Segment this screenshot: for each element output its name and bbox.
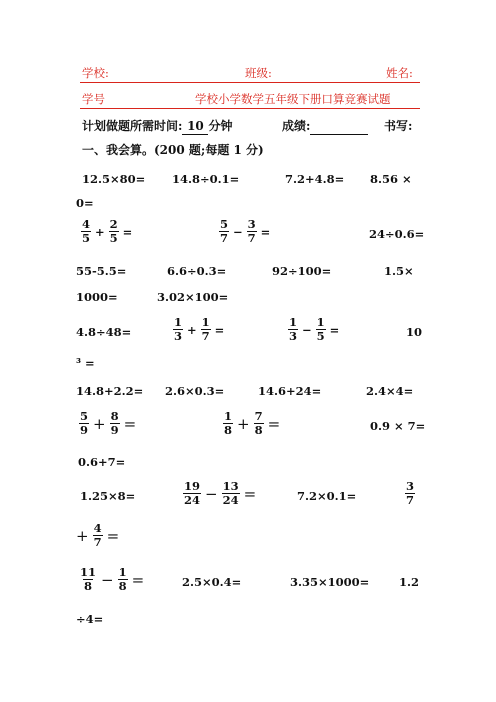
- fraction: $\frac{1}{8}$: [224, 409, 233, 437]
- fraction: $\frac{11}{8}$: [80, 565, 97, 593]
- fraction: $\frac{4}{5}$: [82, 217, 91, 245]
- fraction: $\frac{1}{5}$: [316, 315, 325, 343]
- problem-continuation: ³ =: [76, 356, 95, 370]
- problem: 0.6+7=: [78, 455, 126, 469]
- time-value: 10: [182, 118, 208, 135]
- problem: 6.6÷0.3=: [167, 264, 227, 278]
- fraction: $\frac{1}{3}$: [289, 315, 298, 343]
- problem-continuation: 1000=: [76, 290, 118, 304]
- fraction-problem: $\frac{19}{24}$ − $\frac{13}{24}$ =: [184, 479, 257, 507]
- problem: 55-5.5=: [76, 264, 127, 278]
- fraction-problem: $\frac{11}{8}$ − $\frac{1}{8}$ =: [80, 565, 145, 593]
- problem: 0.9 × 7=: [370, 419, 426, 433]
- fraction: $\frac{5}{9}$: [80, 409, 89, 437]
- problem: 2.5×0.4=: [182, 575, 242, 589]
- header-rule-top: [80, 82, 420, 83]
- problem: 2.4×4=: [366, 384, 414, 398]
- problem: 14.8÷0.1=: [172, 172, 240, 186]
- fraction: $\frac{1}{7}$: [201, 315, 210, 343]
- problem: 14.6+24=: [258, 384, 322, 398]
- time-unit: 分钟: [208, 119, 233, 133]
- problem-continuation: ÷4=: [76, 612, 104, 626]
- fraction-problem: $\frac{5}{7}$ − $\frac{3}{7}$ =: [220, 217, 271, 245]
- meta-line: [82, 118, 232, 135]
- student-no-label: 学号: [82, 92, 105, 106]
- problem: 24÷0.6=: [369, 227, 425, 241]
- fraction: $\frac{1}{3}$: [174, 315, 183, 343]
- fraction: $\frac{8}{9}$: [110, 409, 119, 437]
- fraction: $\frac{1}{8}$: [118, 565, 127, 593]
- problem: 3.35×1000=: [290, 575, 370, 589]
- problem: 7.2+4.8=: [285, 172, 345, 186]
- header-rule-bottom: [80, 108, 420, 109]
- fraction-problem-continuation: + $\frac{4}{7}$ =: [76, 521, 120, 549]
- score-label: 成绩:: [282, 119, 311, 133]
- fraction: $\frac{3}{7}$: [406, 479, 415, 507]
- class-label: 班级:: [245, 66, 272, 80]
- fraction-problem: $\frac{5}{9}$ + $\frac{8}{9}$ =: [80, 409, 137, 437]
- fraction-problem: $\frac{1}{8}$ + $\frac{7}{8}$ =: [224, 409, 281, 437]
- fraction: $\frac{2}{5}$: [109, 217, 118, 245]
- fraction: $\frac{3}{7}$: [247, 217, 256, 245]
- problem: 1.5×: [384, 264, 414, 278]
- problem: 92÷100=: [272, 264, 332, 278]
- problem: 7.2×0.1=: [297, 489, 357, 503]
- time-label: 计划做题所需时间:: [82, 119, 183, 133]
- fraction: [404, 480, 416, 507]
- problem: 1.2: [399, 575, 420, 589]
- school-label: 学校:: [82, 66, 109, 80]
- fraction: $\frac{13}{24}$: [222, 479, 239, 507]
- fraction: $\frac{19}{24}$: [184, 479, 201, 507]
- problem: 1.25×8=: [80, 489, 136, 503]
- problem-continuation: 0=: [76, 196, 94, 210]
- fraction: $\frac{7}{8}$: [254, 409, 263, 437]
- problem: 12.5×80=: [82, 172, 146, 186]
- score-field: [282, 118, 368, 135]
- section-heading: 一、我会算。(200 题;每题 1 分): [82, 143, 264, 157]
- problem: 14.8+2.2=: [76, 384, 144, 398]
- fraction-problem: $\frac{4}{5}$ + $\frac{2}{5}$ =: [82, 217, 133, 245]
- problem: 4.8÷48=: [76, 325, 132, 339]
- fraction-problem: $\frac{1}{3}$ + $\frac{1}{7}$ =: [174, 315, 225, 343]
- problem: 10: [406, 325, 423, 339]
- problem: 2.6×0.3=: [165, 384, 225, 398]
- fraction: $\frac{5}{7}$: [220, 217, 229, 245]
- exam-title: 学校小学数学五年级下册口算竞赛试题: [195, 92, 391, 106]
- problem: 8.56 ×: [370, 172, 412, 186]
- name-label: 姓名:: [386, 66, 413, 80]
- fraction-problem: $\frac{1}{3}$ − $\frac{1}{5}$ =: [289, 315, 340, 343]
- writing-label: 书写:: [384, 119, 413, 133]
- fraction: $\frac{4}{7}$: [93, 521, 102, 549]
- score-blank[interactable]: [310, 118, 368, 135]
- problem: 3.02×100=: [157, 290, 229, 304]
